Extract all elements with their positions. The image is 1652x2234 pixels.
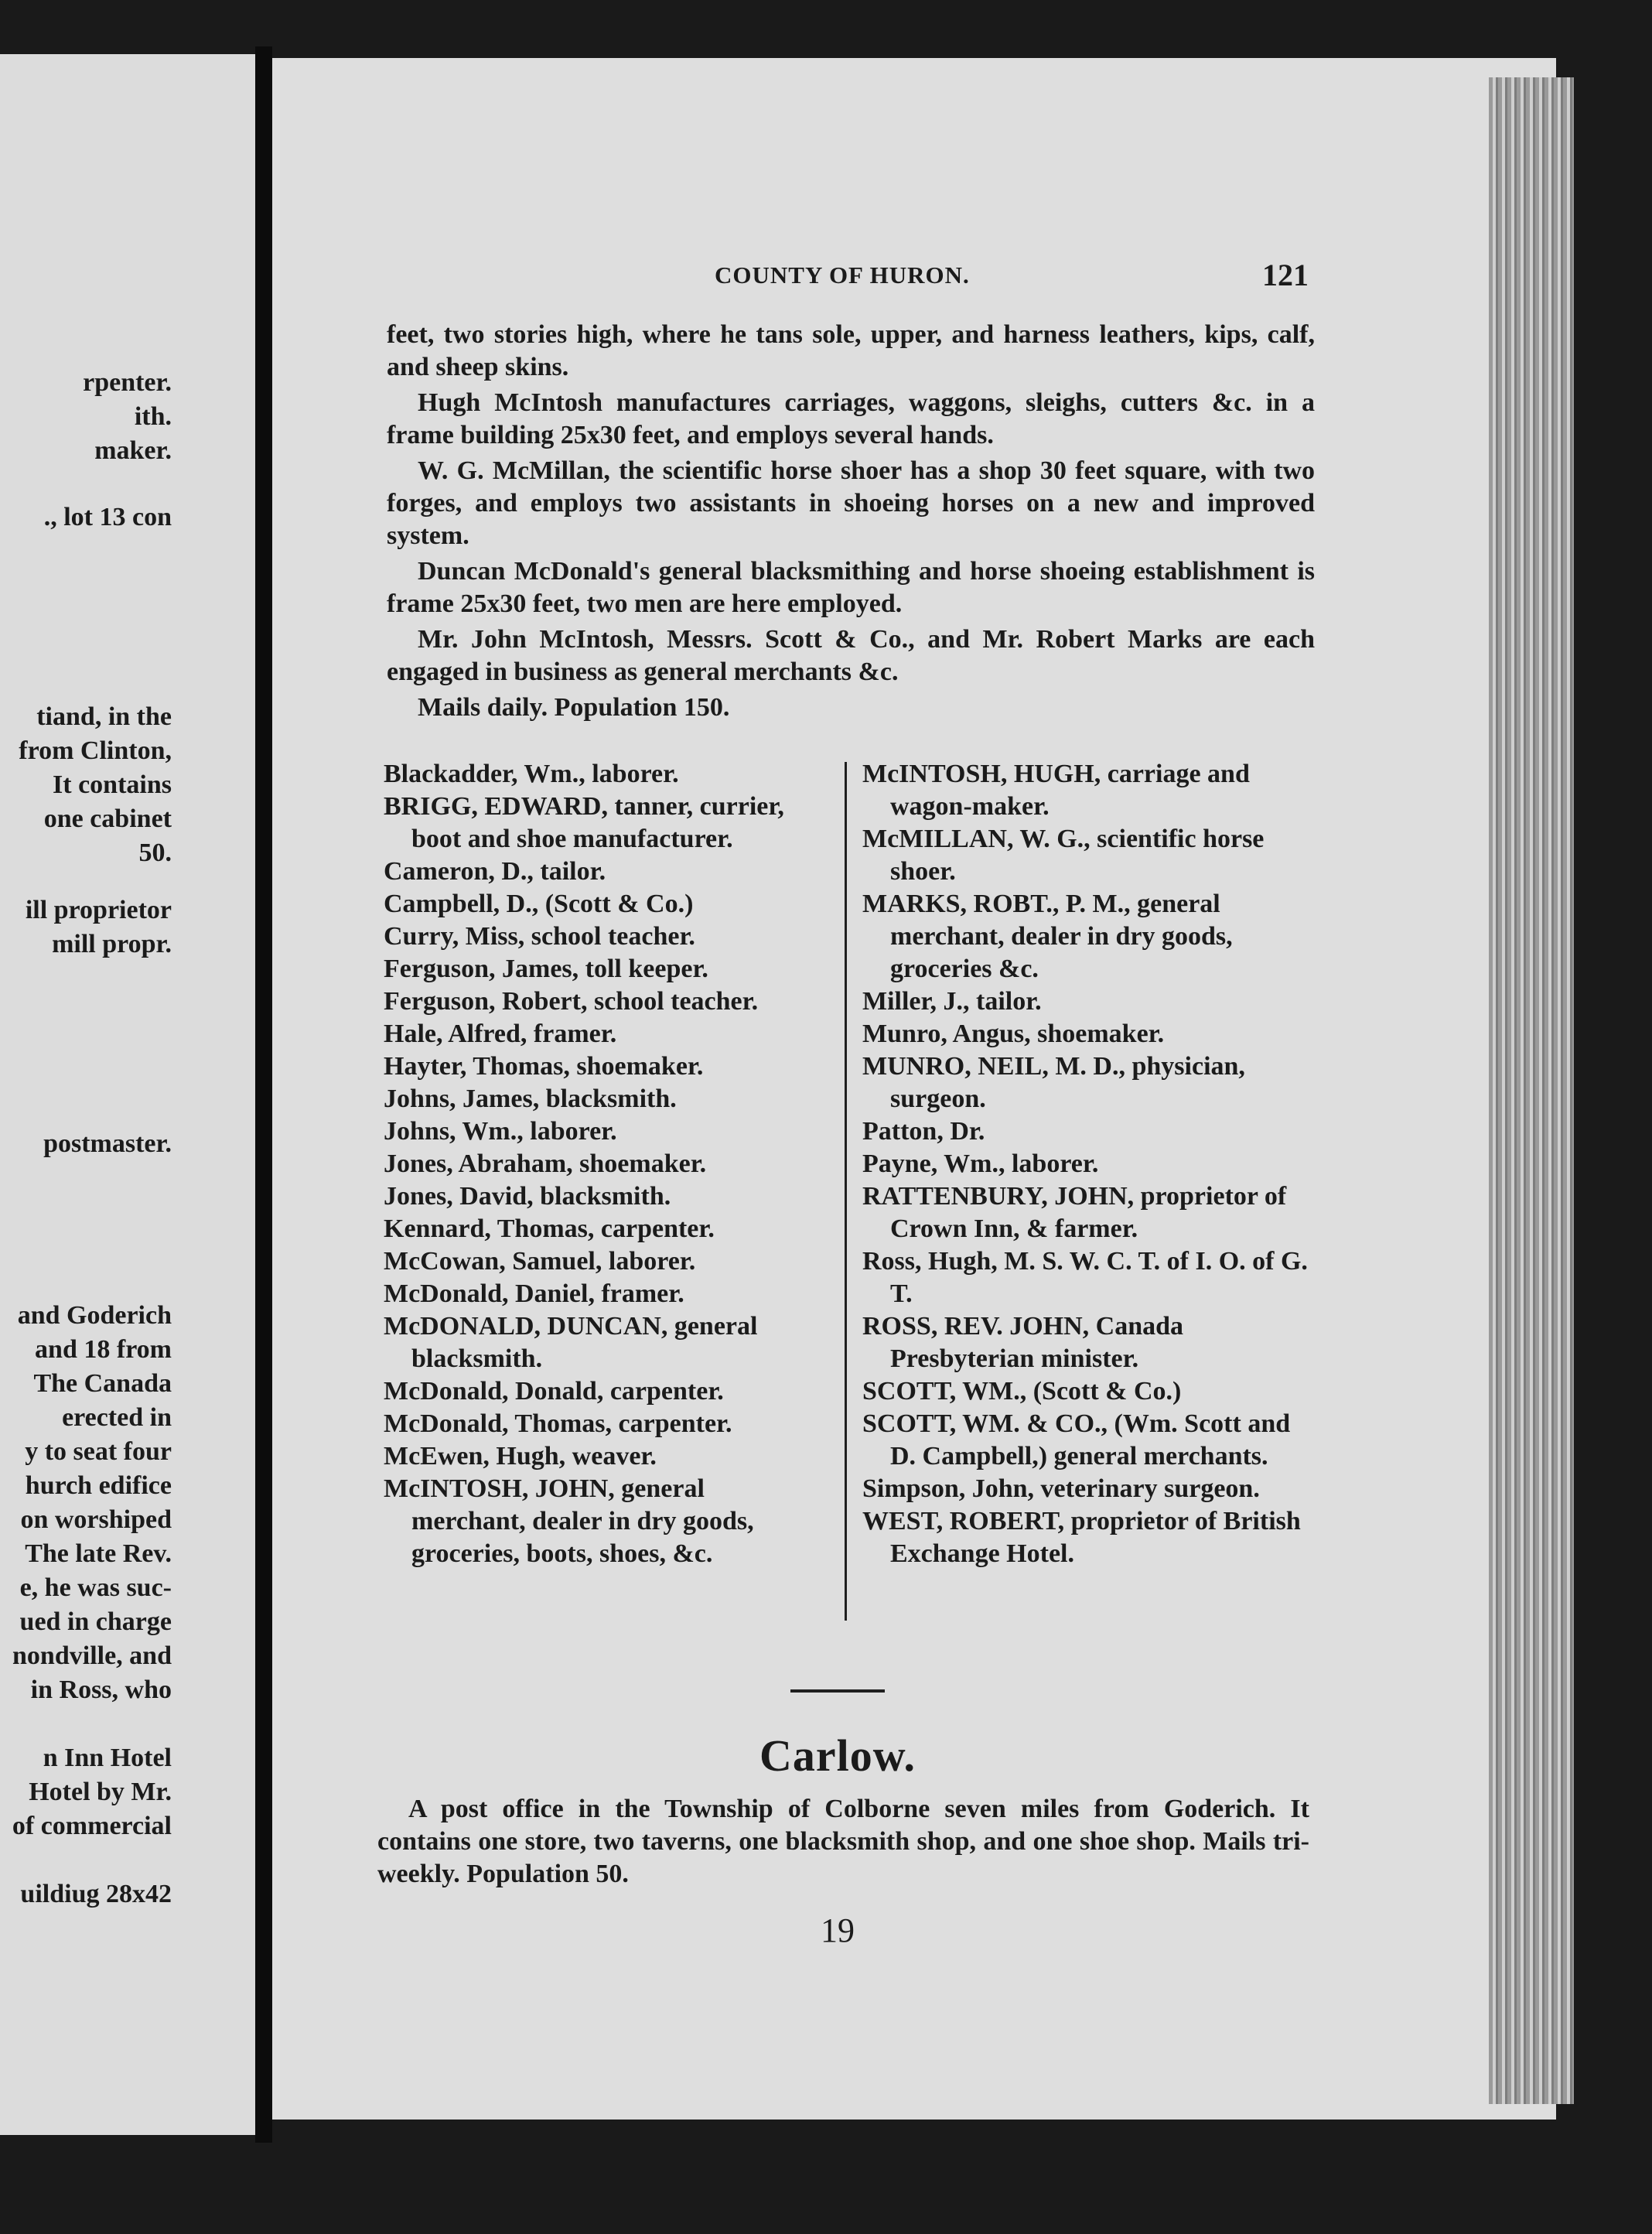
paragraph: Mr. John McIntosh, Messrs. Scott & Co., and Mr. Robert Marks are each engaged in business as general merchants &c. <box>387 625 1315 686</box>
left-page-fragment: The late Rev. <box>25 1539 172 1568</box>
left-page-fragment: nondville, and <box>12 1641 172 1670</box>
left-page-fragment: one cabinet <box>43 804 172 833</box>
paragraph: feet, two stories high, where he tans sole, upper, and harness leathers, kips, calf, and sheep skins. <box>387 320 1315 381</box>
left-page-fragment: of commercial <box>12 1812 172 1840</box>
directory-entry: Ferguson, Robert, school teacher. <box>384 987 759 1016</box>
left-page-fragment: ued in charge <box>19 1607 172 1636</box>
left-page-fragment: ith. <box>134 402 172 431</box>
directory-entry: ROSS, REV. JOHN, Canada Presbyterian minister. <box>862 1312 1184 1373</box>
section-rule <box>790 1689 885 1693</box>
directory-entry: Ferguson, James, toll keeper. <box>384 955 708 983</box>
left-page-fragment: and 18 from <box>35 1335 172 1364</box>
column-divider <box>845 762 847 1621</box>
left-page-fragment: on worshiped <box>20 1505 172 1534</box>
directory-entry: BRIGG, EDWARD, tanner, currier, boot and shoe manufacturer. <box>384 792 784 853</box>
directory-entry: Miller, J., tailor. <box>862 987 1042 1016</box>
directory-entry: RATTENBURY, JOHN, proprietor of Crown Inn, & farmer. <box>862 1182 1287 1243</box>
section-paragraph: A post office in the Township of Colborne seven miles from Goderich. It contains one store, two taverns, one blacksmith shop, and one shoe shop. Mails tri-weekly. Population 50. <box>377 1795 1309 1888</box>
directory-entry: McMILLAN, W. G., scientific horse shoer. <box>862 825 1265 886</box>
directory-entry: Johns, James, blacksmith. <box>384 1085 677 1113</box>
left-page-fragment: The Canada <box>33 1369 172 1398</box>
paragraph: W. G. McMillan, the scientific horse shoer has a shop 30 feet square, with two forges, and employs two assistants in shoeing horses on a new and improved system. <box>387 456 1315 550</box>
left-page-fragment: Hotel by Mr. <box>29 1778 172 1806</box>
directory-entry: McINTOSH, JOHN, general merchant, dealer in dry goods, groceries, boots, shoes, &c. <box>384 1474 754 1568</box>
directory-entry: McDONALD, DUNCAN, general blacksmith. <box>384 1312 758 1373</box>
directory-entry: Jones, David, blacksmith. <box>384 1182 671 1211</box>
directory-entry: Curry, Miss, school teacher. <box>384 922 695 951</box>
left-page-fragment: and Goderich <box>17 1301 172 1330</box>
running-header: COUNTY OF HURON. <box>715 261 970 289</box>
left-page-fragment: It contains <box>53 770 172 799</box>
directory-entry: Johns, Wm., laborer. <box>384 1117 617 1146</box>
directory-entry: Campbell, D., (Scott & Co.) <box>384 890 694 918</box>
left-page-fragment: hurch edifice <box>25 1471 172 1500</box>
left-page-fragment: y to seat four <box>25 1437 172 1466</box>
directory-entry: McDonald, Donald, carpenter. <box>384 1377 724 1406</box>
directory-entry: McCowan, Samuel, laborer. <box>384 1247 696 1276</box>
directory-entry: Cameron, D., tailor. <box>384 857 606 886</box>
directory-entry: McDonald, Thomas, carpenter. <box>384 1409 732 1438</box>
directory-entry: SCOTT, WM. & CO., (Wm. Scott and D. Campbell,) general merchants. <box>862 1409 1291 1471</box>
directory-entry: Payne, Wm., laborer. <box>862 1149 1099 1178</box>
left-page <box>0 54 255 2135</box>
directory-entry: WEST, ROBERT, proprietor of British Exchange Hotel. <box>862 1507 1301 1568</box>
paragraph: Hugh McIntosh manufactures carriages, waggons, sleighs, cutters &c. in a frame building 25x30 feet, and employs several hands. <box>387 388 1315 449</box>
directory-entry: McEwen, Hugh, weaver. <box>384 1442 657 1471</box>
directory-entry: Kennard, Thomas, carpenter. <box>384 1214 715 1243</box>
book-gutter <box>255 46 272 2143</box>
left-page-fragment: from Clinton, <box>19 736 172 765</box>
left-page-fragment: tiand, in the <box>36 702 172 731</box>
page-edges <box>1489 77 1574 2104</box>
directory-left-column <box>384 758 824 1570</box>
left-page-fragment: mill propr. <box>52 930 172 958</box>
paragraph: Mails daily. Population 150. <box>418 693 730 722</box>
section-title: Carlow. <box>759 1730 916 1781</box>
directory-entry: SCOTT, WM., (Scott & Co.) <box>862 1377 1182 1406</box>
left-page-fragment: uildiug 28x42 <box>20 1880 172 1908</box>
directory-entry: MARKS, ROBT., P. M., general merchant, dealer in dry goods, groceries &c. <box>862 890 1233 983</box>
left-page-fragment: erected in <box>62 1403 172 1432</box>
directory-entry: McINTOSH, HUGH, carriage and wagon-maker. <box>862 760 1250 821</box>
directory-entry: Munro, Angus, shoemaker. <box>862 1020 1165 1048</box>
left-page-fragment: rpenter. <box>83 368 172 397</box>
directory-entry: MUNRO, NEIL, M. D., physician, surgeon. <box>862 1052 1245 1113</box>
directory-entry: McDonald, Daniel, framer. <box>384 1279 684 1308</box>
left-page-fragment: ., lot 13 con <box>43 503 172 531</box>
directory-entry: Blackadder, Wm., laborer. <box>384 760 679 788</box>
left-page-fragment: ill proprietor <box>25 896 172 924</box>
left-page-fragment: maker. <box>94 436 172 465</box>
directory-entry: Patton, Dr. <box>862 1117 985 1146</box>
signature-mark: 19 <box>821 1911 855 1949</box>
paragraph: Duncan McDonald's general blacksmithing and horse shoeing establishment is frame 25x30 feet, two men are here employed. <box>387 557 1315 618</box>
left-page-fragment: e, he was suc- <box>19 1573 172 1602</box>
directory-entry: Ross, Hugh, M. S. W. C. T. of I. O. of G. T. <box>862 1247 1308 1308</box>
directory-entry: Jones, Abraham, shoemaker. <box>384 1149 707 1178</box>
left-page-fragment: postmaster. <box>43 1129 172 1158</box>
left-page-fragment: n Inn Hotel <box>43 1744 172 1772</box>
directory-right-column <box>862 758 1311 1570</box>
directory-entry: Hayter, Thomas, shoemaker. <box>384 1052 704 1081</box>
directory-entry: Hale, Alfred, framer. <box>384 1020 617 1048</box>
page-number: 121 <box>1262 258 1309 292</box>
left-page-fragment: in Ross, who <box>30 1676 172 1704</box>
directory-entry: Simpson, John, veterinary surgeon. <box>862 1474 1260 1503</box>
left-page-fragment: 50. <box>138 839 172 867</box>
